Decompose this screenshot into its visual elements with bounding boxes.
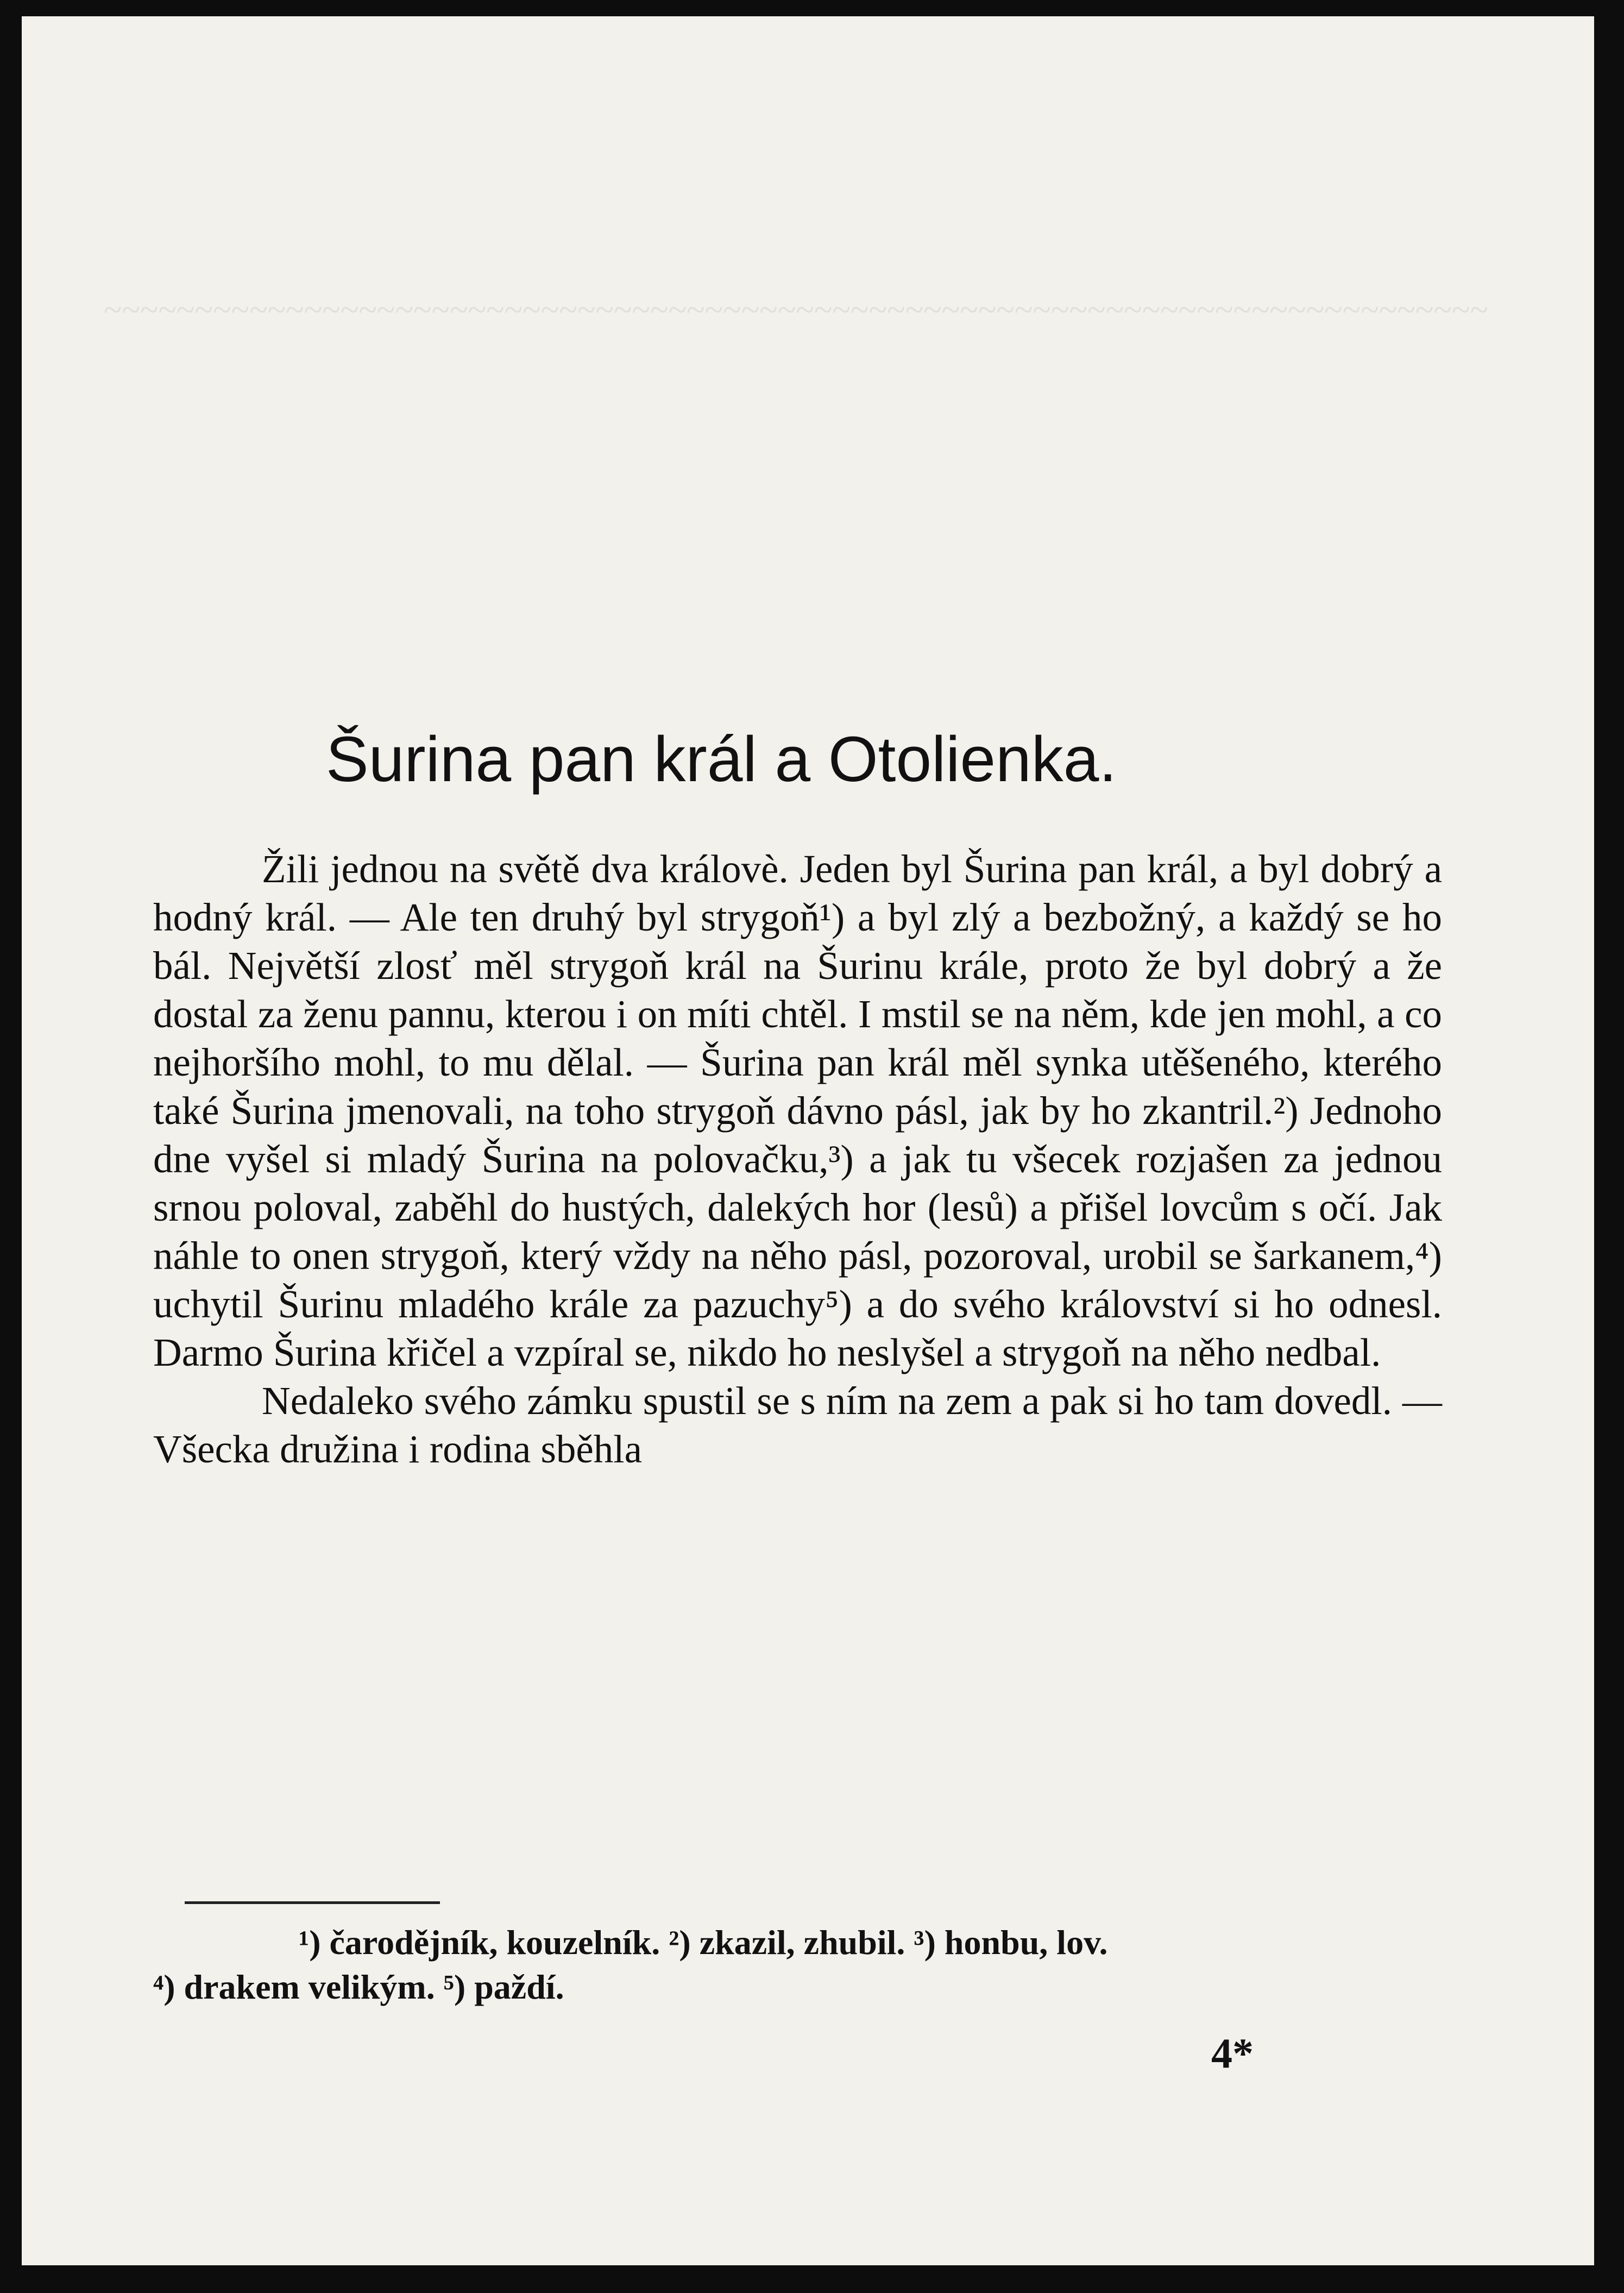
footnote-separator xyxy=(185,1901,440,1904)
footnotes xyxy=(153,1920,1442,2009)
footnote-line: ⁴) drakem velikým. ⁵) paždí. xyxy=(153,1968,564,2006)
paragraph: Žili jednou na světě dva královè. Jeden byl Šurina pan král, a byl dobrý a hodný král. — Ale ten druhý byl strygoň¹) a byl zlý a bezbožný, a každý se ho bál. Největší zlosť měl strygoň král na Šurinu krále, proto že byl dobrý a že dostal za ženu pannu, kterou i on míti chtěl. I mstil se na něm, kde jen mohl, a co nejhoršího mohl, to mu dělal. — Šurina pan král měl synka utěšeného, kterého také Šurina jmenovali, na toho strygoň dávno pásl, jak by ho zkantril.²) Jednoho dne vyšel si mladý Šurina na polovačku,³) a jak tu všecek rozjašen za jednou srnou poloval, zaběhl do hustých, dalekých hor (lesů) a přišel lovcům s očí. Jak náhle to onen strygoň, který vždy na něho pásl, pozoroval, urobil se šarkanem,⁴) uchytil Šurinu mladého krále za pazuchy⁵) a do svého království si ho odnesl. Darmo Šurina křičel a vzpíral se, nikdo ho neslyšel a strygoň na něho nedbal. xyxy=(153,847,1442,1374)
main-text xyxy=(153,845,1442,1473)
chapter-title: Šurina pan král a Otolienka. xyxy=(326,724,1117,795)
page-number: 4* xyxy=(1211,2030,1254,2077)
paragraph: Nedaleko svého zámku spustil se s ním na zem a pak si ho tam dovedl. — Všecka družina i rodina sběhla xyxy=(153,1379,1442,1471)
bleed-through-texture: ~~~~~~~~~~~~~~~~~~~~~~~~~~~~~~~~~~~~~~~~~~~~~~~~~~~~~~~~~~~~~~~~~~~~~~~~~~~~ xyxy=(103,292,1488,329)
footnote-line: ¹) čarodějník, kouzelník. ²) zkazil, zhubil. ³) honbu, lov. xyxy=(299,1923,1108,1962)
book-page xyxy=(22,16,1594,2265)
